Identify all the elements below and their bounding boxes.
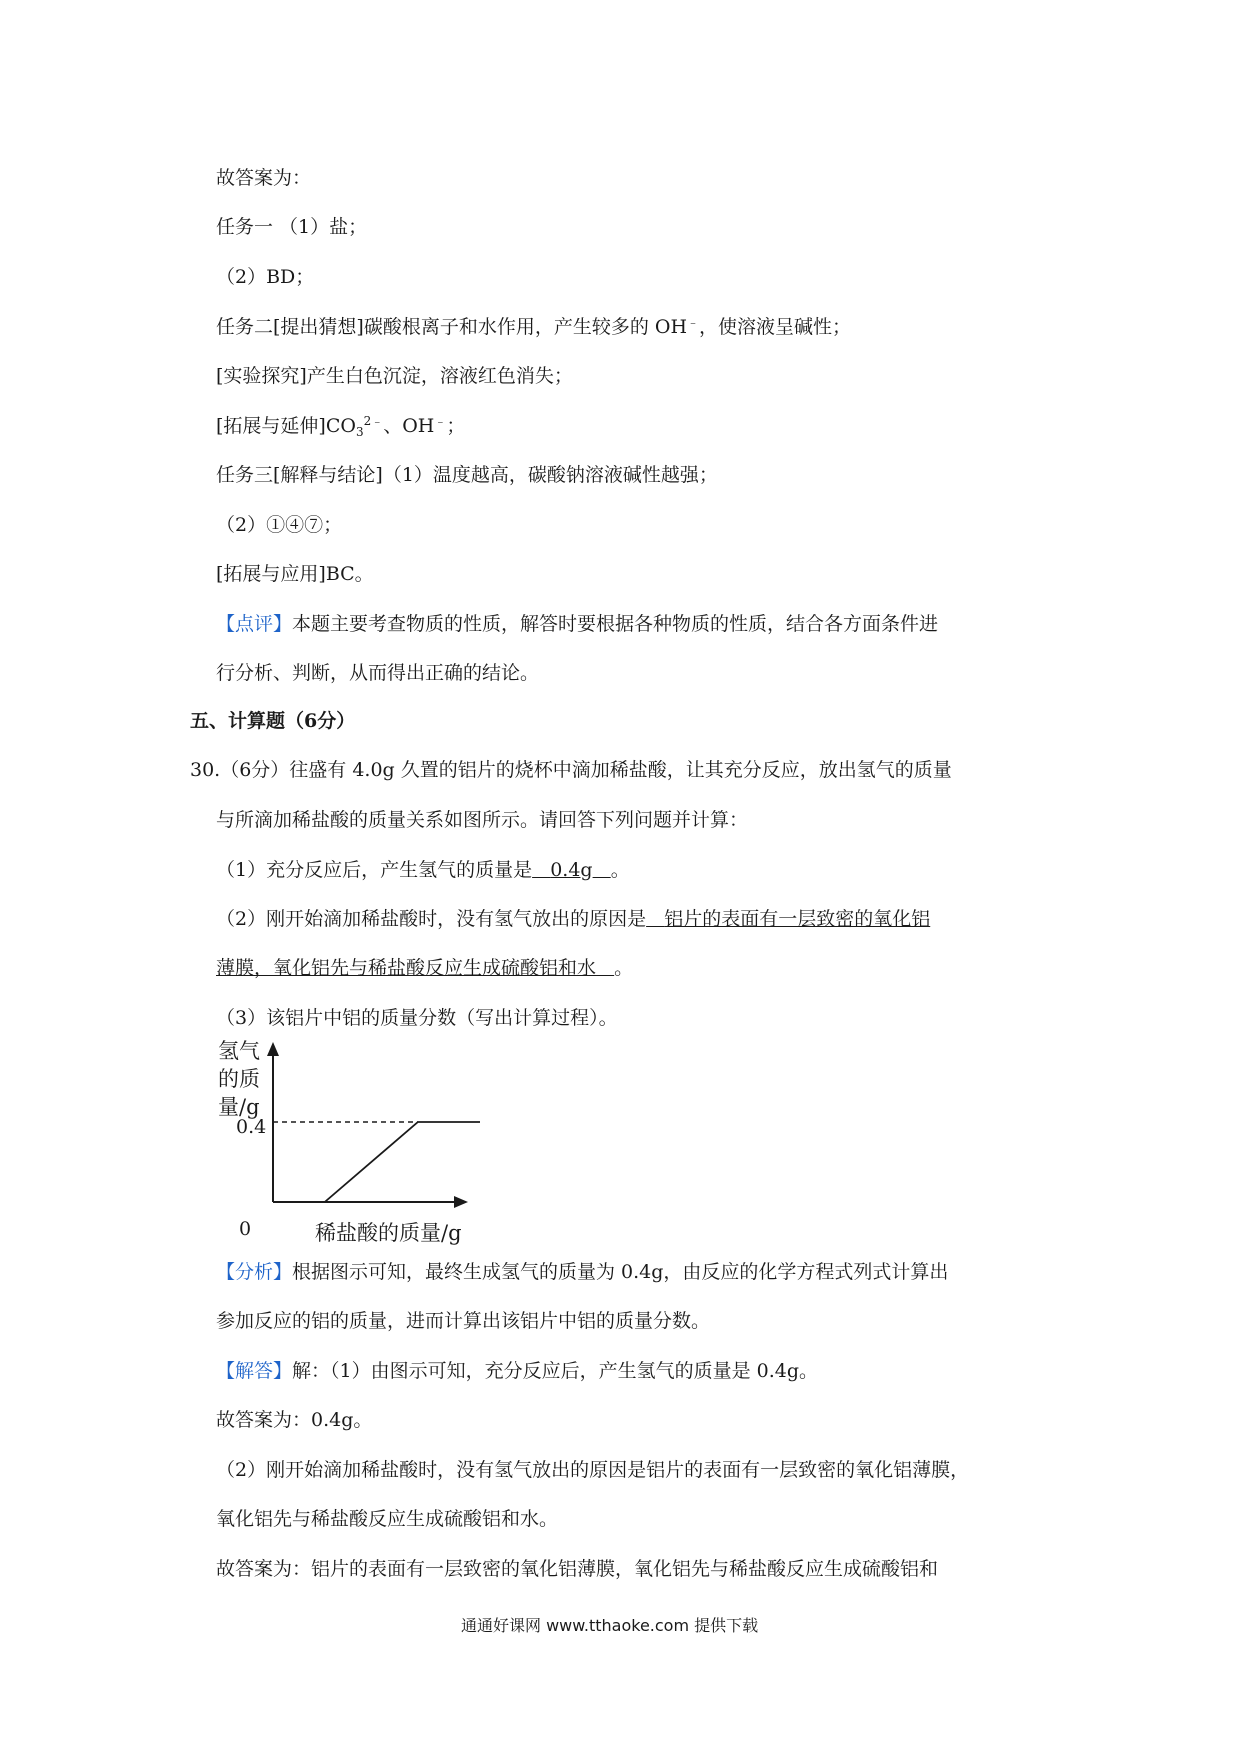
answer-line-6 (216, 411, 465, 438)
analysis-line-2: 参加反应的铝的质量，进而计算出该铝片中铝的质量分数。 (216, 1310, 711, 1332)
x-axis-arrow (454, 1196, 468, 1208)
superscript: 2﹣ (363, 414, 384, 428)
answer-line-4-text-end: ，使溶液呈碱性； (699, 316, 852, 338)
subquestion-2-line-1 (216, 904, 930, 931)
answer-line-6-text: [拓展与延伸]CO (216, 415, 356, 437)
subquestion-2-prefix: （2）刚开始滴加稀盐酸时，没有氢气放出的原因是 (216, 908, 647, 930)
comment-line-1 (216, 609, 938, 636)
origin-label: 0 (239, 1218, 252, 1240)
comment-line-2: 行分析、判断，从而得出正确的结论。 (216, 662, 540, 684)
solution-text-1: 解：（1）由图示可知，充分反应后，产生氢气的质量是 0.4g。 (292, 1360, 819, 1382)
solution-answer-1: 故答案为：0.4g。 (216, 1409, 373, 1431)
question-line-2: 与所滴加稀盐酸的质量关系如图所示。请回答下列问题并计算： (216, 809, 749, 831)
subscript: 3 (355, 425, 364, 439)
answer-line-8: （2）①④⑦； (216, 514, 343, 536)
subquestion-3: （3）该铝片中铝的质量分数（写出计算过程）。 (216, 1007, 618, 1029)
analysis-tag: 【分析】 (216, 1261, 293, 1283)
footer-text: 通通好课网 www.tthaoke.com 提供下载 (461, 1616, 759, 1635)
solution-tag: 【解答】 (216, 1360, 293, 1382)
answer-line-1: 故答案为： (216, 167, 312, 189)
superscript: ﹣ (434, 414, 447, 428)
section-title: 五、计算题（6分） (190, 710, 356, 732)
answer-line-2: 任务一 （1）盐； (216, 216, 368, 238)
subquestion-2-line-2 (216, 953, 633, 980)
answer-line-7: 任务三[解释与结论]（1）温度越高，碳酸钠溶液碱性越强； (216, 464, 718, 486)
subquestion-1-answer: 0.4g (550, 859, 593, 881)
solution-line-1 (216, 1356, 818, 1383)
answer-line-4-text: 任务二[提出猜想]碳酸根离子和水作用，产生较多的 OH (216, 316, 688, 338)
answer-line-4 (216, 312, 851, 339)
hydrogen-mass-graph (200, 1030, 530, 1260)
solution-line-3: 氧化铝先与稀盐酸反应生成硫酸铝和水。 (216, 1508, 559, 1530)
solution-answer-2: 故答案为：铝片的表面有一层致密的氧化铝薄膜，氧化铝先与稀盐酸反应生成硫酸铝和 (216, 1558, 939, 1580)
subquestion-1-prefix: （1）充分反应后，产生氢气的质量是 (216, 859, 533, 881)
subquestion-1 (216, 855, 630, 882)
y-axis-label-line-1: 氢气 (218, 1039, 260, 1063)
analysis-text-1: 根据图示可知，最终生成氢气的质量为 0.4g，由反应的化学方程式列式计算出 (292, 1261, 949, 1283)
analysis-line-1 (216, 1257, 948, 1284)
comment-tag: 【点评】 (216, 613, 293, 635)
answer-line-6-text-mid: 、OH (383, 415, 435, 437)
solution-line-2: （2）刚开始滴加稀盐酸时，没有氢气放出的原因是铝片的表面有一层致密的氧化铝薄膜， (216, 1459, 970, 1481)
comment-text-1: 本题主要考查物质的性质，解答时要根据各种物质的性质，结合各方面条件进 (292, 613, 939, 635)
subquestion-2-answer-1: 铝片的表面有一层致密的氧化铝 (664, 908, 931, 930)
hydrogen-mass-line (325, 1122, 480, 1202)
y-axis-label-line-3: 量/g (218, 1095, 260, 1119)
answer-line-5: [实验探究]产生白色沉淀，溶液红色消失； (216, 365, 573, 387)
answer-line-6-text-end: ； (446, 415, 466, 437)
subquestion-1-suffix: 。 (610, 859, 630, 881)
y-axis-arrow (267, 1042, 279, 1056)
question-line-1: 30.（6分）往盛有 4.0g 久置的铝片的烧杯中滴加稀盐酸，让其充分反应，放出氢气的质量 (190, 759, 952, 781)
subquestion-2-suffix: 。 (614, 957, 634, 979)
y-axis-label-line-2: 的质 (218, 1067, 260, 1091)
x-axis-label: 稀盐酸的质量/g (315, 1221, 462, 1245)
y-axis-label (218, 1039, 260, 1119)
answer-line-3: （2）BD； (216, 266, 315, 288)
superscript: ﹣ (687, 315, 700, 329)
answer-line-9: [拓展与应用]BC。 (216, 563, 374, 585)
y-tick-label: 0.4 (236, 1116, 267, 1138)
subquestion-2-answer-2: 薄膜，氧化铝先与稀盐酸反应生成硫酸铝和水 (216, 957, 597, 979)
